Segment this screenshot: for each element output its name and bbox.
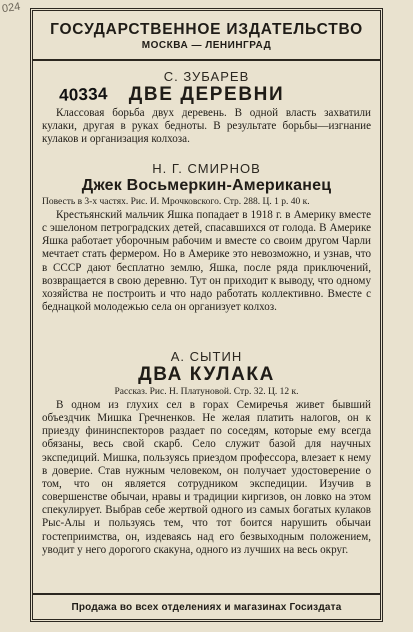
book-title: ДВЕ ДЕРЕВНИ [128, 84, 285, 105]
book-entry-3 [42, 349, 371, 557]
footer-note: Продажа во всех отделениях и магазинах Госиздата [71, 602, 342, 613]
book-author: Н. Г. СМИРНОВ [152, 161, 261, 176]
book-entry-1 [42, 69, 371, 146]
footer-rule [33, 593, 380, 595]
edge-mark: 024 [1, 0, 22, 16]
book-meta: Повесть в 3-х частях. Рис. И. Мрочковского. Стр. 288. Ц. 1 р. 40 к. [42, 197, 310, 207]
book-author: С. ЗУБАРЕВ [163, 69, 250, 84]
publisher-city: МОСКВА — ЛЕНИНГРАД [141, 40, 272, 51]
page-frame [30, 8, 383, 622]
book-entry-2 [42, 161, 371, 314]
book-description: Крестьянский мальчик Яшка попадает в 1918 г. в Америку вместе с эшелоном петроградских детей, спасавшихся от голода. В Америке Яшка работает уборочным рабочим и вместе со своим другом Чарли мечтает стать фермером. Но в Америке это невозможно, и узнав, что в СССР дают бесплатно землю, Яшка, после ряда приключений, возвращается в свою деревню. Тут он приходит к выводу, что одному хозяйства не построить и что надо работать коллективно. Вместе с беднацкой молодежью села он организует колхоз. [42, 209, 371, 314]
book-description: Классовая борьба двух деревень. В одной власть захватили кулаки, другая в руках бедноты. В результате борьбы—изгнание кулаков и организация колхоза. [42, 107, 371, 146]
book-author: А. СЫТИН [170, 349, 243, 364]
book-meta: Рассказ. Рис. Н. Платуновой. Стр. 32. Ц. 12 к. [114, 387, 299, 397]
header-rule [33, 59, 380, 61]
publisher-name: ГОСУДАРСТВЕННОЕ ИЗДАТЕЛЬСТВО [50, 21, 363, 38]
publisher-header [33, 21, 380, 53]
book-title: ДВА КУЛАКА [138, 364, 275, 385]
book-description: В одном из глухих сел в горах Семиречья живет бывший объездчик Мишка Гречненков. Не желая платить налогов, он к приезду фининспекторов раздает по соседям, которые ему всегда обязаны, весь свой скарб. Село служит базой для научных экспедиций. Мишка, пользуясь приездом профессора, влезает к нему в доверие. Став нужным человеком, он получает удостоверение о том, что он является сотрудником экспедиции. Изучив в совершенстве обычаи, нравы и традиции киргизов, он ловко на этом спекулирует. Выбрав себе жертвой одного из самых богатых кулаков Рыс-Алы и пользуясь тем, что тот боится нарушить обычаи гостеприимства, он, издеваясь над его безвыходным положением, уводит у него дорогого скакуна, одного из лучших на весь округ. [42, 399, 371, 556]
inventory-stamp: 40334 [58, 84, 109, 105]
book-title: Джек Восьмеркин-Американец [81, 177, 332, 194]
